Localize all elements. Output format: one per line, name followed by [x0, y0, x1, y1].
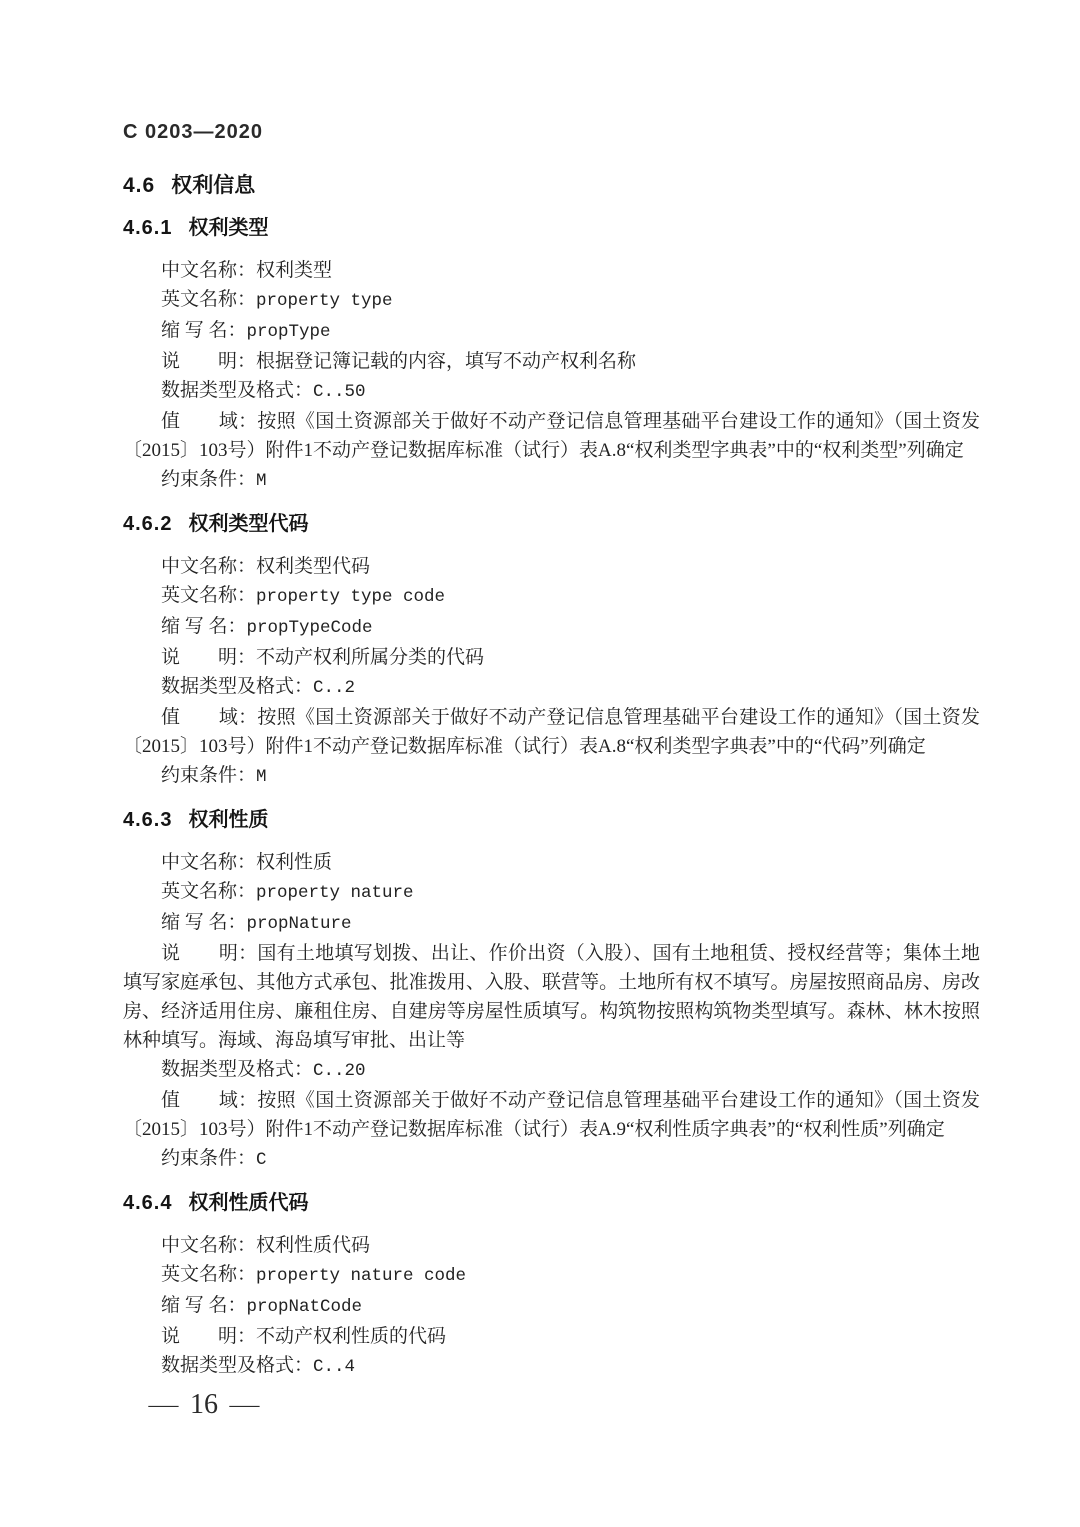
field-value: propTypeCode	[246, 618, 373, 638]
field-label: 说 明：	[161, 647, 257, 668]
field-value: 按照《国土资源部关于做好不动产登记信息管理基础平台建设工作的通知》（国土资发〔2015〕103号）附件1不动产登记数据库标准（试行）表A.8“权利类型字典表”中的“权利类型”列确定	[123, 411, 980, 461]
section-heading	[123, 171, 980, 200]
field-row-description	[123, 939, 980, 1055]
field-row-value-domain	[123, 1086, 980, 1144]
subsection-number: 4.6.1	[123, 217, 173, 239]
subsection-number: 4.6.3	[123, 809, 173, 831]
field-value: 国有土地填写划拨、出让、作价出资（入股）、国有土地租赁、授权经营等；集体土地填写家庭承包、其他方式承包、批准拨用、入股、联营等。土地所有权不填写。房屋按照商品房、房改房、经济适用住房、廉租住房、自建房等房屋性质填写。构筑物按照构筑物类型填写。森林、林木按照林种填写。海域、海岛填写审批、出让等	[123, 943, 980, 1051]
field-row-value-domain	[123, 407, 980, 465]
field-label: 数据类型及格式：	[161, 1355, 314, 1376]
field-row-constraint	[123, 465, 980, 496]
field-value: M	[256, 767, 267, 787]
field-row-description	[123, 1322, 980, 1351]
field-row-chinese-name	[123, 848, 980, 877]
field-value: property type code	[256, 587, 446, 607]
field-value: 权利类型代码	[256, 556, 371, 577]
field-row-chinese-name	[123, 552, 980, 581]
field-value: 不动产权利性质的代码	[256, 1326, 447, 1347]
field-label: 说 明：	[161, 1326, 257, 1347]
field-label: 约束条件：	[161, 469, 257, 490]
field-row-english-name	[123, 1260, 980, 1291]
field-row-abbreviation	[123, 612, 980, 643]
footer-right-dash: —	[229, 1392, 260, 1417]
field-value: 权利性质代码	[256, 1235, 371, 1256]
subsection-title: 权利类型	[188, 217, 269, 239]
field-label: 缩 写 名：	[161, 320, 247, 341]
subsection-heading-464	[123, 1189, 980, 1218]
field-label: 说 明：	[161, 943, 258, 964]
field-value: 根据登记簿记载的内容，填写不动产权利名称	[256, 351, 637, 372]
field-value: property nature code	[256, 1266, 467, 1286]
field-value: propNature	[246, 914, 352, 934]
footer-left-dash: —	[148, 1392, 179, 1417]
field-value: 按照《国土资源部关于做好不动产登记信息管理基础平台建设工作的通知》（国土资发〔2015〕103号）附件1不动产登记数据库标准（试行）表A.9“权利性质字典表”的“权利性质”列确定	[123, 1090, 980, 1140]
field-value: M	[256, 471, 267, 491]
subsection-title: 权利性质	[188, 809, 269, 831]
field-row-datatype	[123, 1055, 980, 1086]
field-row-value-domain	[123, 703, 980, 761]
field-label: 中文名称：	[161, 260, 257, 281]
field-row-datatype	[123, 376, 980, 407]
field-row-english-name	[123, 285, 980, 316]
field-label: 缩 写 名：	[161, 616, 247, 637]
field-label: 数据类型及格式：	[161, 676, 314, 697]
field-value: 权利类型	[256, 260, 333, 281]
field-row-chinese-name	[123, 1231, 980, 1260]
field-value: property nature	[256, 883, 414, 903]
field-value: property type	[256, 291, 393, 311]
field-label: 值 域：	[161, 411, 258, 432]
field-row-constraint	[123, 1144, 980, 1175]
field-label: 英文名称：	[161, 1264, 257, 1285]
field-row-description	[123, 347, 980, 376]
field-value: C	[256, 1150, 267, 1170]
field-row-chinese-name	[123, 256, 980, 285]
field-row-abbreviation	[123, 316, 980, 347]
section-title: 权利信息	[171, 174, 256, 197]
field-label: 缩 写 名：	[161, 912, 247, 933]
field-label: 中文名称：	[161, 556, 257, 577]
field-label: 值 域：	[161, 707, 258, 728]
field-label: 英文名称：	[161, 585, 257, 606]
section-number: 4.6	[123, 174, 156, 197]
field-label: 值 域：	[161, 1090, 258, 1111]
field-value: 不动产权利所属分类的代码	[256, 647, 485, 668]
field-row-datatype	[123, 1351, 980, 1382]
field-value: C..4	[313, 1357, 356, 1377]
field-label: 说 明：	[161, 351, 257, 372]
doc-code: C 0203—2020	[123, 121, 263, 143]
subsection-title: 权利性质代码	[188, 1192, 309, 1214]
field-label: 英文名称：	[161, 881, 257, 902]
field-label: 约束条件：	[161, 765, 257, 786]
field-label: 中文名称：	[161, 1235, 257, 1256]
field-value: propNatCode	[246, 1297, 363, 1317]
field-row-english-name	[123, 581, 980, 612]
field-label: 英文名称：	[161, 289, 257, 310]
field-row-datatype	[123, 672, 980, 703]
subsection-number: 4.6.4	[123, 1192, 173, 1214]
subsection-heading-461	[123, 214, 980, 243]
field-row-abbreviation	[123, 1291, 980, 1322]
field-value: C..20	[313, 1061, 366, 1081]
field-label: 数据类型及格式：	[161, 1059, 314, 1080]
field-value: 权利性质	[256, 852, 333, 873]
subsection-heading-463	[123, 806, 980, 835]
field-value: C..2	[313, 678, 356, 698]
field-value: 按照《国土资源部关于做好不动产登记信息管理基础平台建设工作的通知》（国土资发〔2015〕103号）附件1不动产登记数据库标准（试行）表A.8“权利类型字典表”中的“代码”列确定	[123, 707, 980, 757]
field-value: propType	[246, 322, 331, 342]
subsection-title: 权利类型代码	[188, 513, 309, 535]
page-number: 16	[190, 1389, 218, 1420]
field-label: 缩 写 名：	[161, 1295, 247, 1316]
field-row-abbreviation	[123, 908, 980, 939]
field-label: 中文名称：	[161, 852, 257, 873]
field-label: 约束条件：	[161, 1148, 257, 1169]
field-row-english-name	[123, 877, 980, 908]
subsection-heading-462	[123, 510, 980, 539]
field-row-constraint	[123, 761, 980, 792]
subsection-number: 4.6.2	[123, 513, 173, 535]
field-value: C..50	[313, 382, 366, 402]
field-label: 数据类型及格式：	[161, 380, 314, 401]
field-row-description	[123, 643, 980, 672]
page-footer	[148, 1389, 260, 1420]
